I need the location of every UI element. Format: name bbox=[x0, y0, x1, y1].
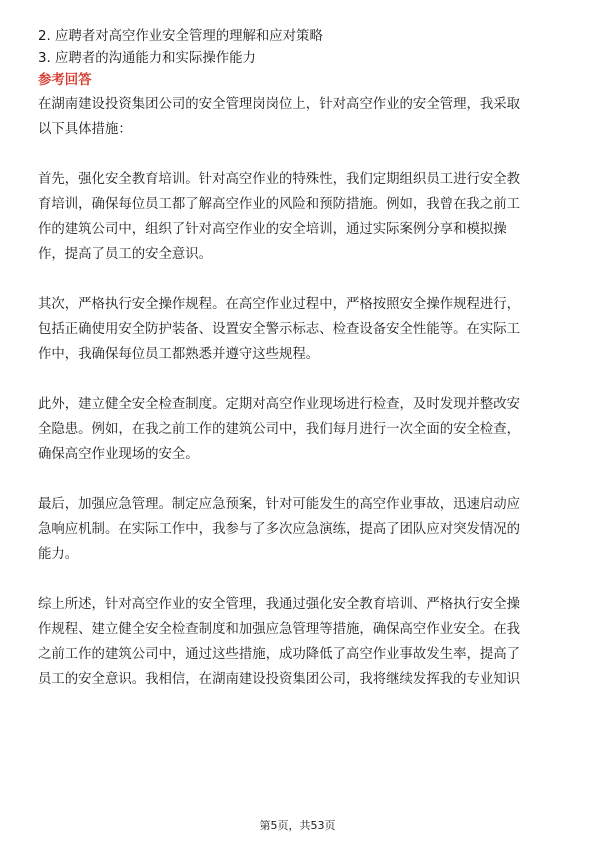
paragraph-line: 其次，严格执行安全操作规程。在高空作业过程中，严格按照安全操作规程进行， bbox=[38, 297, 521, 312]
paragraph-line: 全隐患。例如，在我之前工作的建筑公司中，我们每月进行一次全面的安全检查， bbox=[38, 422, 521, 437]
question-item-2: 2. 应聘者对高空作业安全管理的理解和应对策略 bbox=[38, 29, 323, 44]
paragraph-line: 育培训，确保每位员工都了解高空作业的风险和预防措施。例如，我曾在我之前工 bbox=[38, 197, 521, 212]
paragraph-line: 能力。 bbox=[38, 547, 79, 562]
paragraph-line: 在湖南建设投资集团公司的安全管理岗岗位上，针对高空作业的安全管理，我采取 bbox=[38, 97, 521, 112]
paragraph-line: 首先，强化安全教育培训。针对高空作业的特殊性，我们定期组织员工进行安全教 bbox=[38, 172, 521, 187]
paragraph-line: 以下具体措施： bbox=[38, 122, 132, 137]
paragraph-fourth bbox=[38, 492, 562, 567]
paragraph-line: 作的建筑公司中，组织了针对高空作业的安全培训，通过实际案例分享和模拟操 bbox=[38, 222, 507, 237]
paragraph-line: 综上所述，针对高空作业的安全管理，我通过强化安全教育培训、严格执行安全操 bbox=[38, 597, 521, 612]
paragraph-line: 作规程、建立健全安全检查制度和加强应急管理等措施，确保高空作业安全。在我 bbox=[38, 622, 521, 637]
paragraph-line: 最后，加强应急管理。制定应急预案，针对可能发生的高空作业事故，迅速启动应 bbox=[38, 497, 521, 512]
paragraph-first bbox=[38, 167, 562, 267]
paragraph-second bbox=[38, 292, 562, 367]
paragraph-line: 作，提高了员工的安全意识。 bbox=[38, 247, 213, 262]
question-item-3: 3. 应聘者的沟通能力和实际操作能力 bbox=[38, 51, 256, 66]
answer-title: 参考回答 bbox=[38, 73, 92, 88]
paragraph-third bbox=[38, 392, 562, 467]
paragraph-summary bbox=[38, 592, 562, 692]
paragraph-line: 此外，建立健全安全检查制度。定期对高空作业现场进行检查，及时发现并整改安 bbox=[38, 397, 521, 412]
paragraph-line: 确保高空作业现场的安全。 bbox=[38, 447, 199, 462]
paragraph-line: 包括正确使用安全防护装备、设置安全警示标志、检查设备安全性能等。在实际工 bbox=[38, 322, 521, 337]
page-number-footer: 第5页，共53页 bbox=[259, 819, 336, 832]
paragraph-line: 急响应机制。在实际工作中，我参与了多次应急演练，提高了团队应对突发情况的 bbox=[38, 522, 521, 537]
paragraph-intro bbox=[38, 92, 562, 142]
paragraph-line: 作中，我确保每位员工都熟悉并遵守这些规程。 bbox=[38, 347, 320, 362]
paragraph-line: 员工的安全意识。我相信，在湖南建设投资集团公司，我将继续发挥我的专业知识 bbox=[38, 672, 521, 687]
paragraph-line: 之前工作的建筑公司中，通过这些措施，成功降低了高空作业事故发生率，提高了 bbox=[38, 647, 521, 662]
page-content bbox=[38, 26, 562, 692]
